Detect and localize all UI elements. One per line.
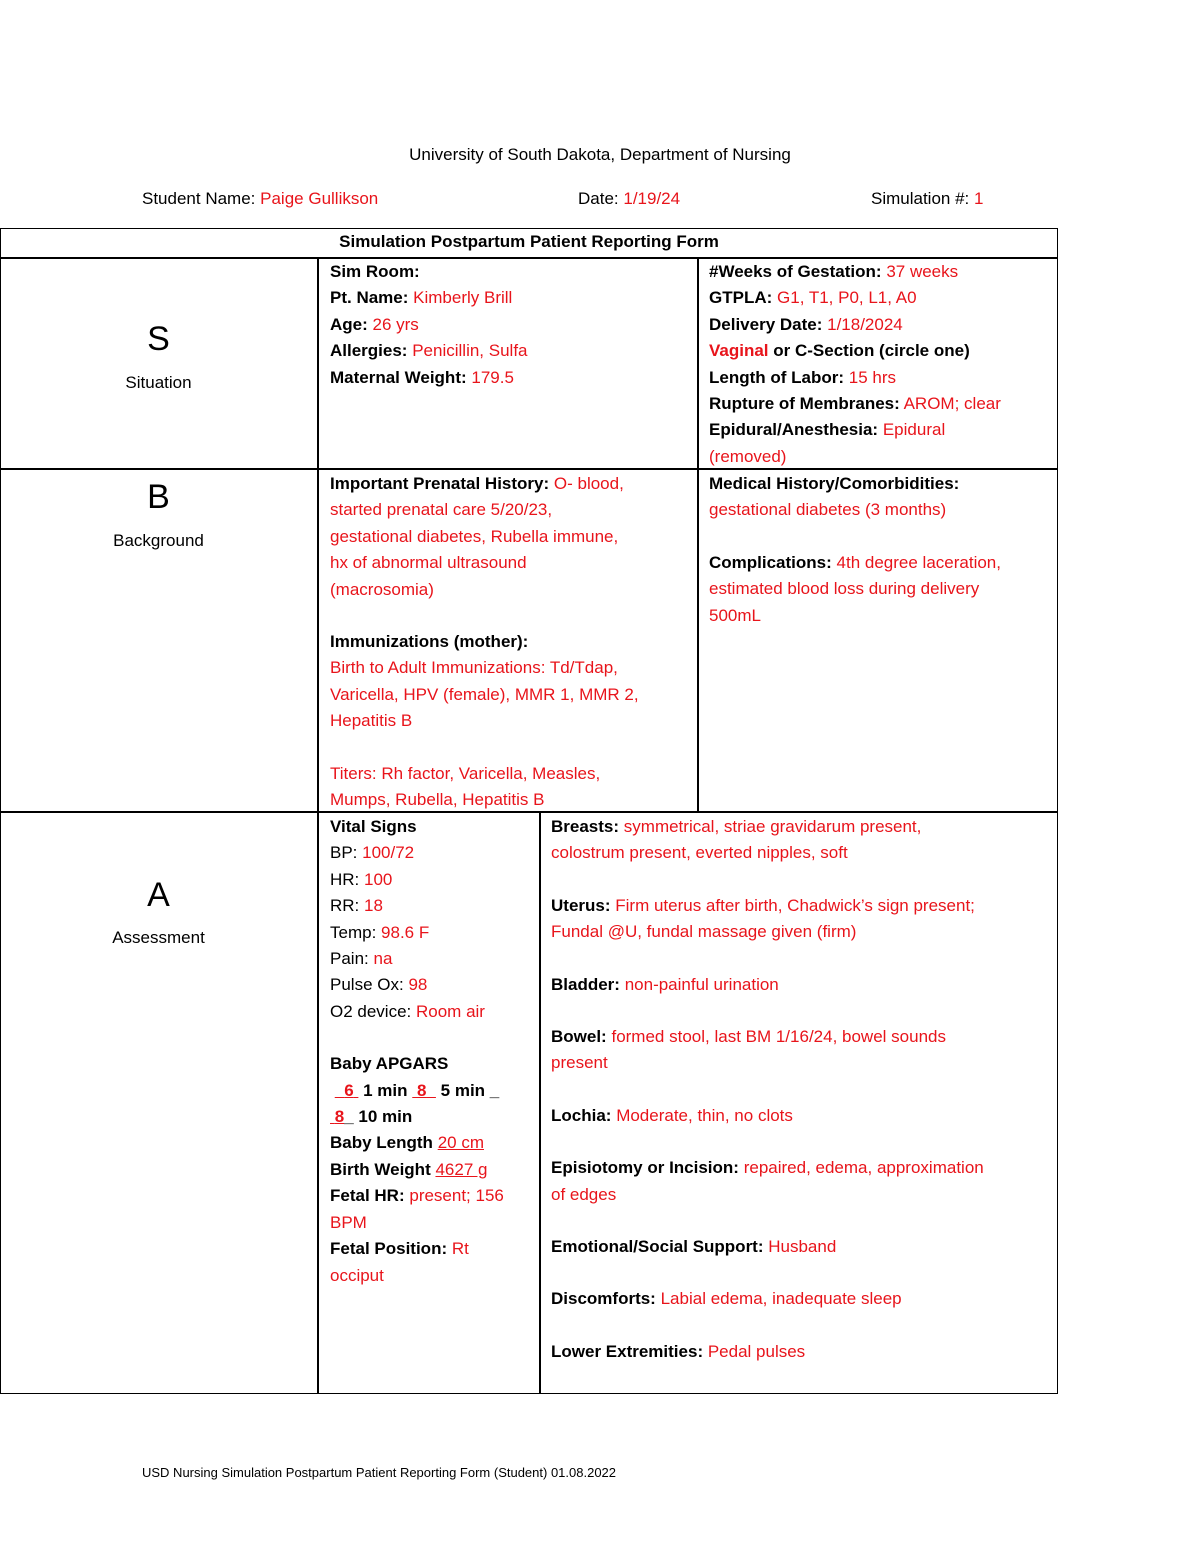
vital-signs-label: Vital Signs	[330, 817, 417, 836]
gtpla-value: G1, T1, P0, L1, A0	[777, 288, 917, 308]
uterus-value-cont: Fundal @U, fundal massage given (firm)	[551, 922, 857, 942]
episiotomy-value-cont: of edges	[551, 1184, 617, 1204]
breasts-value-cont: colostrum present, everted nipples, soft	[551, 843, 848, 863]
breasts-value: symmetrical, striae gravidarum present,	[623, 817, 922, 836]
uterus-value: Firm uterus after birth, Chadwick’s sign present;	[615, 895, 975, 915]
hr-label: HR:	[330, 869, 360, 889]
birth-weight-label: Birth Weight	[330, 1159, 431, 1179]
discomforts-value: Labial edema, inadequate sleep	[660, 1289, 902, 1309]
breasts-label: Breasts:	[551, 817, 620, 836]
form-title: Simulation Postpartum Patient Reporting Form	[339, 232, 719, 251]
medical-history-label: Medical History/Comorbidities:	[709, 474, 960, 493]
gtpla-label: GTPLA:	[709, 288, 773, 308]
background-letter: B	[147, 478, 170, 516]
maternal-weight-label: Maternal Weight:	[330, 367, 467, 387]
csection-option-text: or C-Section (circle one)	[773, 341, 970, 361]
sim-room-label: Sim Room:	[330, 262, 420, 281]
fetal-position-value: Rt	[451, 1239, 469, 1259]
temp-label: Temp:	[330, 922, 377, 942]
bowel-label: Bowel:	[551, 1027, 607, 1047]
bp-value: 100/72	[362, 843, 415, 863]
rr-value: 18	[364, 896, 383, 916]
birth-weight-value: 4627 g	[435, 1159, 488, 1179]
o2-device-label: O2 device:	[330, 1001, 412, 1021]
lochia-value: Moderate, thin, no clots	[616, 1105, 793, 1125]
form-footer: USD Nursing Simulation Postpartum Patient Reporting Form (Student) 01.08.2022	[142, 1465, 617, 1480]
pain-label: Pain:	[330, 949, 369, 969]
apgars-label: Baby APGARS	[330, 1054, 449, 1074]
epidural-value-cont: (removed)	[709, 446, 787, 466]
complications-line: estimated blood loss during delivery	[709, 579, 980, 599]
prenatal-history-line: gestational diabetes, Rubella immune,	[330, 526, 619, 546]
fetal-hr-label: Fetal HR:	[330, 1186, 405, 1206]
assessment-name: Assessment	[112, 928, 205, 947]
baby-length-label: Baby Length	[330, 1133, 433, 1153]
titers-line: Mumps, Rubella, Hepatitis B	[330, 790, 545, 810]
complications-line: 500mL	[709, 605, 761, 625]
situation-left-cell	[330, 259, 528, 391]
background-left-cell	[330, 471, 639, 813]
fetal-position-value-cont: occiput	[330, 1265, 384, 1285]
student-name-field	[142, 189, 378, 209]
epidural-value: Epidural	[882, 420, 946, 440]
delivery-date-value: 1/18/2024	[827, 314, 903, 334]
fetal-position-label: Fetal Position:	[330, 1239, 448, 1259]
epidural-label: Epidural/Anesthesia:	[709, 420, 879, 440]
emotional-support-label: Emotional/Social Support:	[551, 1237, 764, 1257]
fetal-hr-value-cont: BPM	[330, 1212, 367, 1232]
weeks-gestation-label: #Weeks of Gestation:	[709, 262, 882, 281]
hr-value: 100	[364, 869, 393, 889]
simulation-label: Simulation #:	[871, 189, 970, 208]
pain-value: na	[373, 949, 393, 969]
bp-label: BP:	[330, 843, 358, 863]
date-field	[578, 189, 680, 209]
simulation-value: 1	[974, 189, 984, 208]
allergies-label: Allergies:	[330, 341, 408, 361]
labor-length-value: 15 hrs	[848, 367, 897, 387]
discomforts-label: Discomforts:	[551, 1289, 656, 1309]
allergies-value: Penicillin, Sulfa	[412, 341, 528, 361]
temp-value: 98.6 F	[381, 922, 430, 942]
background-name: Background	[113, 531, 204, 550]
apgar-scores-row: 6 1 min 8 5 min _	[330, 1078, 504, 1104]
prenatal-history-label: Important Prenatal History:	[330, 474, 550, 493]
apgar-5min-label: 5 min	[440, 1080, 486, 1100]
bowel-value-cont: present	[551, 1053, 608, 1073]
physical-assessment-cell	[551, 814, 984, 1365]
episiotomy-label: Episiotomy or Incision:	[551, 1158, 739, 1178]
age-label: Age:	[330, 314, 368, 334]
rupture-membranes-value: AROM; clear	[903, 394, 1001, 414]
apgar-5min-value: 8	[417, 1080, 427, 1100]
simulation-number-field	[871, 189, 983, 209]
emotional-support-value: Husband	[768, 1237, 837, 1257]
immunizations-line: Hepatitis B	[330, 711, 413, 731]
lower-extremities-label: Lower Extremities:	[551, 1341, 704, 1361]
fetal-hr-value: present; 156	[409, 1186, 504, 1206]
prenatal-history-line: started prenatal care 5/20/23,	[330, 500, 553, 520]
date-value: 1/19/24	[623, 189, 681, 208]
divider	[317, 257, 319, 1394]
student-name-label: Student Name:	[142, 189, 256, 208]
weeks-gestation-value: 37 weeks	[886, 262, 959, 281]
prenatal-history-line: (macrosomia)	[330, 579, 434, 599]
lochia-label: Lochia:	[551, 1105, 612, 1125]
titers-line: Titers: Rh factor, Varicella, Measles,	[330, 763, 601, 783]
uterus-label: Uterus:	[551, 895, 611, 915]
university-title: University of South Dakota, Department of Nursing	[409, 145, 791, 164]
prenatal-history-line: hx of abnormal ultrasound	[330, 553, 527, 573]
bladder-label: Bladder:	[551, 974, 620, 994]
apgar-1min-value: 6	[344, 1080, 354, 1100]
student-name-value: Paige Gullikson	[260, 189, 379, 208]
vaginal-delivery-selected: Vaginal	[709, 341, 769, 361]
situation-right-cell	[709, 259, 1001, 470]
immunizations-line: Varicella, HPV (female), MMR 1, MMR 2,	[330, 684, 639, 704]
pt-name-value: Kimberly Brill	[413, 288, 513, 308]
pt-name-label: Pt. Name:	[330, 288, 409, 308]
rupture-membranes-label: Rupture of Membranes:	[709, 394, 900, 414]
vital-signs-cell: Vital Signs BP: 100/72 HR: 100 RR: 18 Temp: 98.6 F Pain: na Pulse Ox: 98 O2 device: Room air Baby APGARS 6 1 min 8 5 min _ 8_ 10 min Baby Length 20 cm Birth Weight 4627 g Fetal HR: present; 156 BPM Fetal Position: Rt occiput	[330, 814, 504, 1289]
assessment-letter: A	[147, 876, 170, 914]
complications-label: Complications:	[709, 552, 832, 572]
medical-history-value: gestational diabetes (3 months)	[709, 500, 947, 520]
baby-length-value: 20 cm	[437, 1133, 484, 1153]
bowel-value: formed stool, last BM 1/16/24, bowel sounds	[611, 1027, 946, 1047]
complications-value: 4th degree laceration,	[836, 552, 1001, 572]
o2-device-value: Room air	[416, 1001, 485, 1021]
divider	[539, 811, 541, 1394]
immunizations-label: Immunizations (mother):	[330, 632, 529, 652]
bladder-value: non-painful urination	[624, 974, 779, 994]
situation-letter: S	[147, 320, 170, 358]
divider	[697, 257, 699, 812]
episiotomy-value: repaired, edema, approximation	[743, 1158, 984, 1178]
background-right-cell	[709, 471, 1001, 629]
pulse-ox-value: 98	[408, 975, 428, 995]
age-value: 26 yrs	[372, 314, 419, 334]
lower-extremities-value: Pedal pulses	[707, 1341, 806, 1361]
labor-length-label: Length of Labor:	[709, 367, 845, 387]
immunizations-line: Birth to Adult Immunizations: Td/Tdap,	[330, 658, 618, 678]
prenatal-history-value: O- blood,	[553, 474, 624, 493]
apgar-10min-label: 10 min	[358, 1107, 413, 1127]
rr-label: RR:	[330, 896, 360, 916]
apgar-1min-label: 1 min	[363, 1080, 408, 1100]
apgar-10min-value: 8	[334, 1107, 345, 1127]
pulse-ox-label: Pulse Ox:	[330, 975, 404, 995]
maternal-weight-value: 179.5	[471, 367, 514, 387]
date-label: Date:	[578, 189, 619, 208]
situation-name: Situation	[125, 373, 192, 392]
delivery-date-label: Delivery Date:	[709, 314, 823, 334]
